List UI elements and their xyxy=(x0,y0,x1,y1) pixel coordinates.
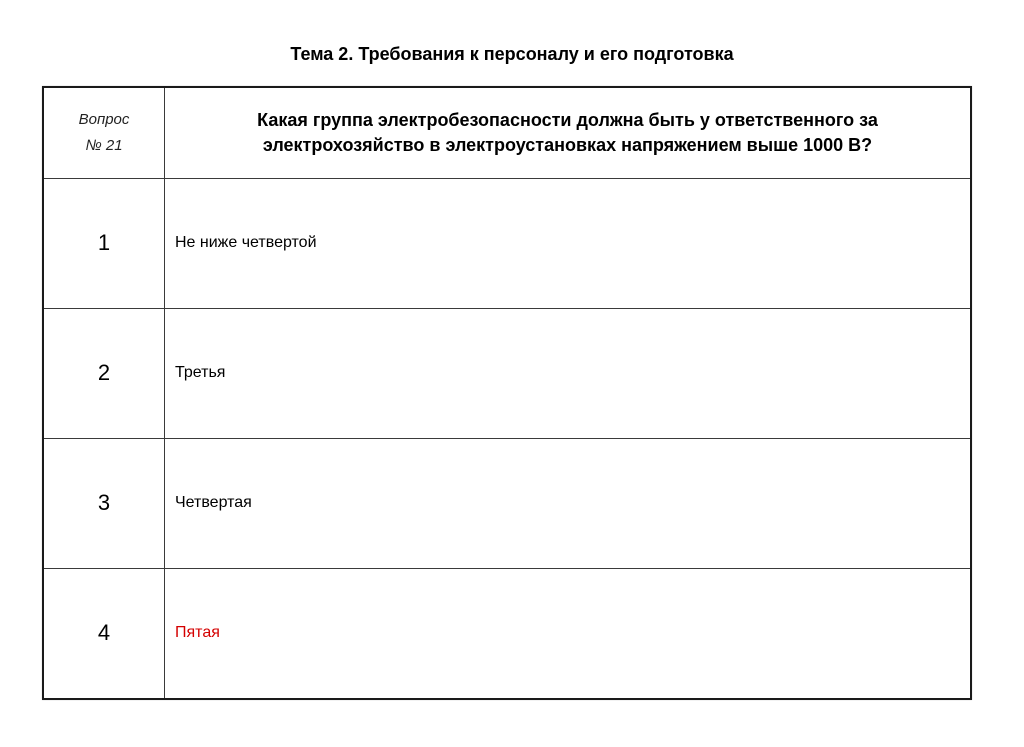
answer-row-3 xyxy=(44,438,970,568)
question-label-cell xyxy=(44,88,165,178)
answer-text: Третья xyxy=(165,308,971,438)
answer-row-4 xyxy=(44,568,970,698)
answer-number: 2 xyxy=(44,308,165,438)
answer-text: Четвертая xyxy=(165,438,971,568)
answer-number: 3 xyxy=(44,438,165,568)
question-label: Вопрос № 21 xyxy=(78,110,130,154)
question-text-cell xyxy=(165,88,971,178)
answer-number: 4 xyxy=(44,568,165,698)
answer-text: Не ниже четвертой xyxy=(165,178,971,308)
question-table xyxy=(44,88,970,698)
question-header-row xyxy=(44,88,970,178)
page-title: Тема 2. Требования к персоналу и его подготовка xyxy=(290,44,734,64)
correct-answer-text: Пятая xyxy=(165,568,971,698)
question-table-frame xyxy=(42,86,972,700)
answer-row-2 xyxy=(44,308,970,438)
answer-number: 1 xyxy=(44,178,165,308)
question-text: Какая группа электробезопасности должна быть у ответственного за электрохозяйство в электроустановках напряжением выше 1000 В? xyxy=(257,109,878,155)
answer-row-1 xyxy=(44,178,970,308)
